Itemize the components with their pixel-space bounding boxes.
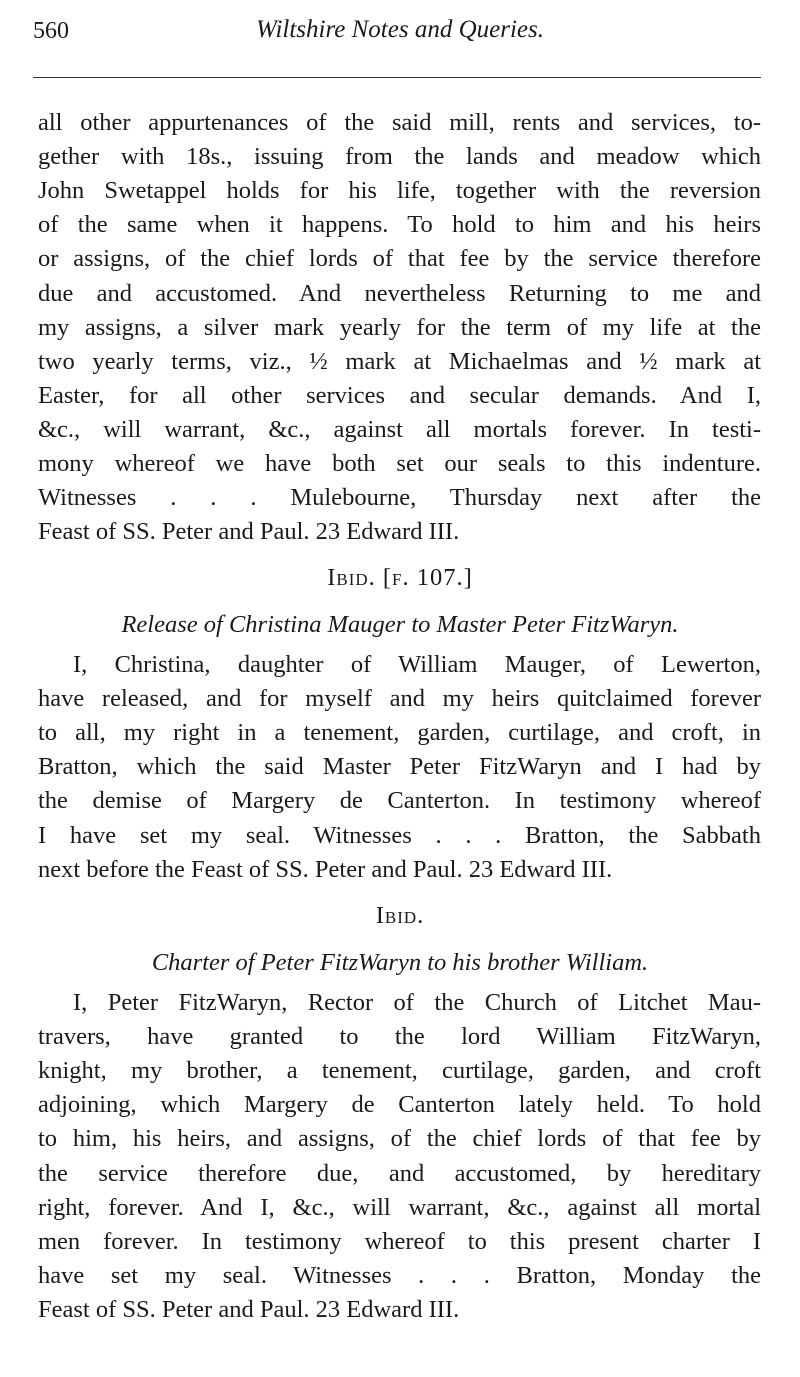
text-line: men forever. In testimony whereof to this present charter I	[38, 1227, 761, 1255]
text-line: I, Christina, daughter of William Mauger, of Lewerton,	[73, 651, 761, 678]
text-line: Bratton, which the said Master Peter FitzWaryn and I had by	[38, 753, 761, 781]
text-line: have set my seal. Witnesses . . . Bratton, Monday the	[38, 1261, 761, 1289]
text-line: next before the Feast of SS. Peter and Paul. 23 Edward III.	[38, 855, 613, 883]
text-line: to all, my right in a tenement, garden, curtilage, and croft, in	[38, 719, 761, 747]
text-line: to him, his heirs, and assigns, of the chief lords of that fee by	[38, 1125, 761, 1153]
text-line: Witnesses . . . Mulebourne, Thursday next after the	[38, 484, 761, 512]
text-line: adjoining, which Margery de Canterton lately held. To hold	[38, 1091, 761, 1119]
text-line: knight, my brother, a tenement, curtilage, garden, and croft	[38, 1057, 761, 1085]
text-line: mony whereof we have both set our seals to this indenture.	[38, 450, 761, 477]
text-line: &c., will warrant, &c., against all mortals forever. In testi-	[38, 415, 761, 443]
text-line: the service therefore due, and accustomed, by hereditary	[38, 1159, 761, 1187]
section-heading: Ibid.	[375, 902, 425, 929]
text-line: have released, and for myself and my heirs quitclaimed forever	[38, 685, 761, 713]
section-title: Charter of Peter FitzWaryn to his brother William.	[151, 949, 649, 976]
text-line: Feast of SS. Peter and Paul. 23 Edward III.	[38, 1295, 460, 1323]
text-line: travers, have granted to the lord William FitzWaryn,	[38, 1023, 761, 1051]
text-line: of the same when it happens. To hold to him and his heirs	[38, 211, 761, 239]
text-line: I have set my seal. Witnesses . . . Bratton, the Sabbath	[38, 821, 761, 849]
text-line: John Swetappel holds for his life, together with the reversion	[38, 177, 761, 205]
text-line: due and accustomed. And nevertheless Returning to me and	[38, 279, 761, 307]
text-line: my assigns, a silver mark yearly for the term of my life at the	[38, 313, 761, 341]
header-rule	[33, 77, 761, 78]
text-line: all other appurtenances of the said mill, rents and services, to-	[38, 109, 761, 136]
text-line: right, forever. And I, &c., will warrant, &c., against all mortal	[38, 1193, 761, 1221]
text-line: two yearly terms, viz., ½ mark at Michaelmas and ½ mark at	[38, 347, 761, 375]
page-number: 560	[33, 18, 69, 44]
text-line: or assigns, of the chief lords of that fee by the service therefore	[38, 245, 761, 273]
running-title: Wiltshire Notes and Queries.	[256, 16, 544, 43]
section-heading: Ibid. [f. 107.]	[327, 564, 473, 591]
text-line: Feast of SS. Peter and Paul. 23 Edward III.	[38, 518, 460, 546]
text-line: the demise of Margery de Canterton. In testimony whereof	[38, 787, 761, 815]
text-line: I, Peter FitzWaryn, Rector of the Church of Litchet Mau-	[73, 989, 761, 1016]
text-line: gether with 18s., issuing from the lands and meadow which	[38, 143, 761, 171]
text-line: Easter, for all other services and secular demands. And I,	[38, 381, 761, 409]
section-title: Release of Christina Mauger to Master Peter FitzWaryn.	[121, 611, 679, 638]
